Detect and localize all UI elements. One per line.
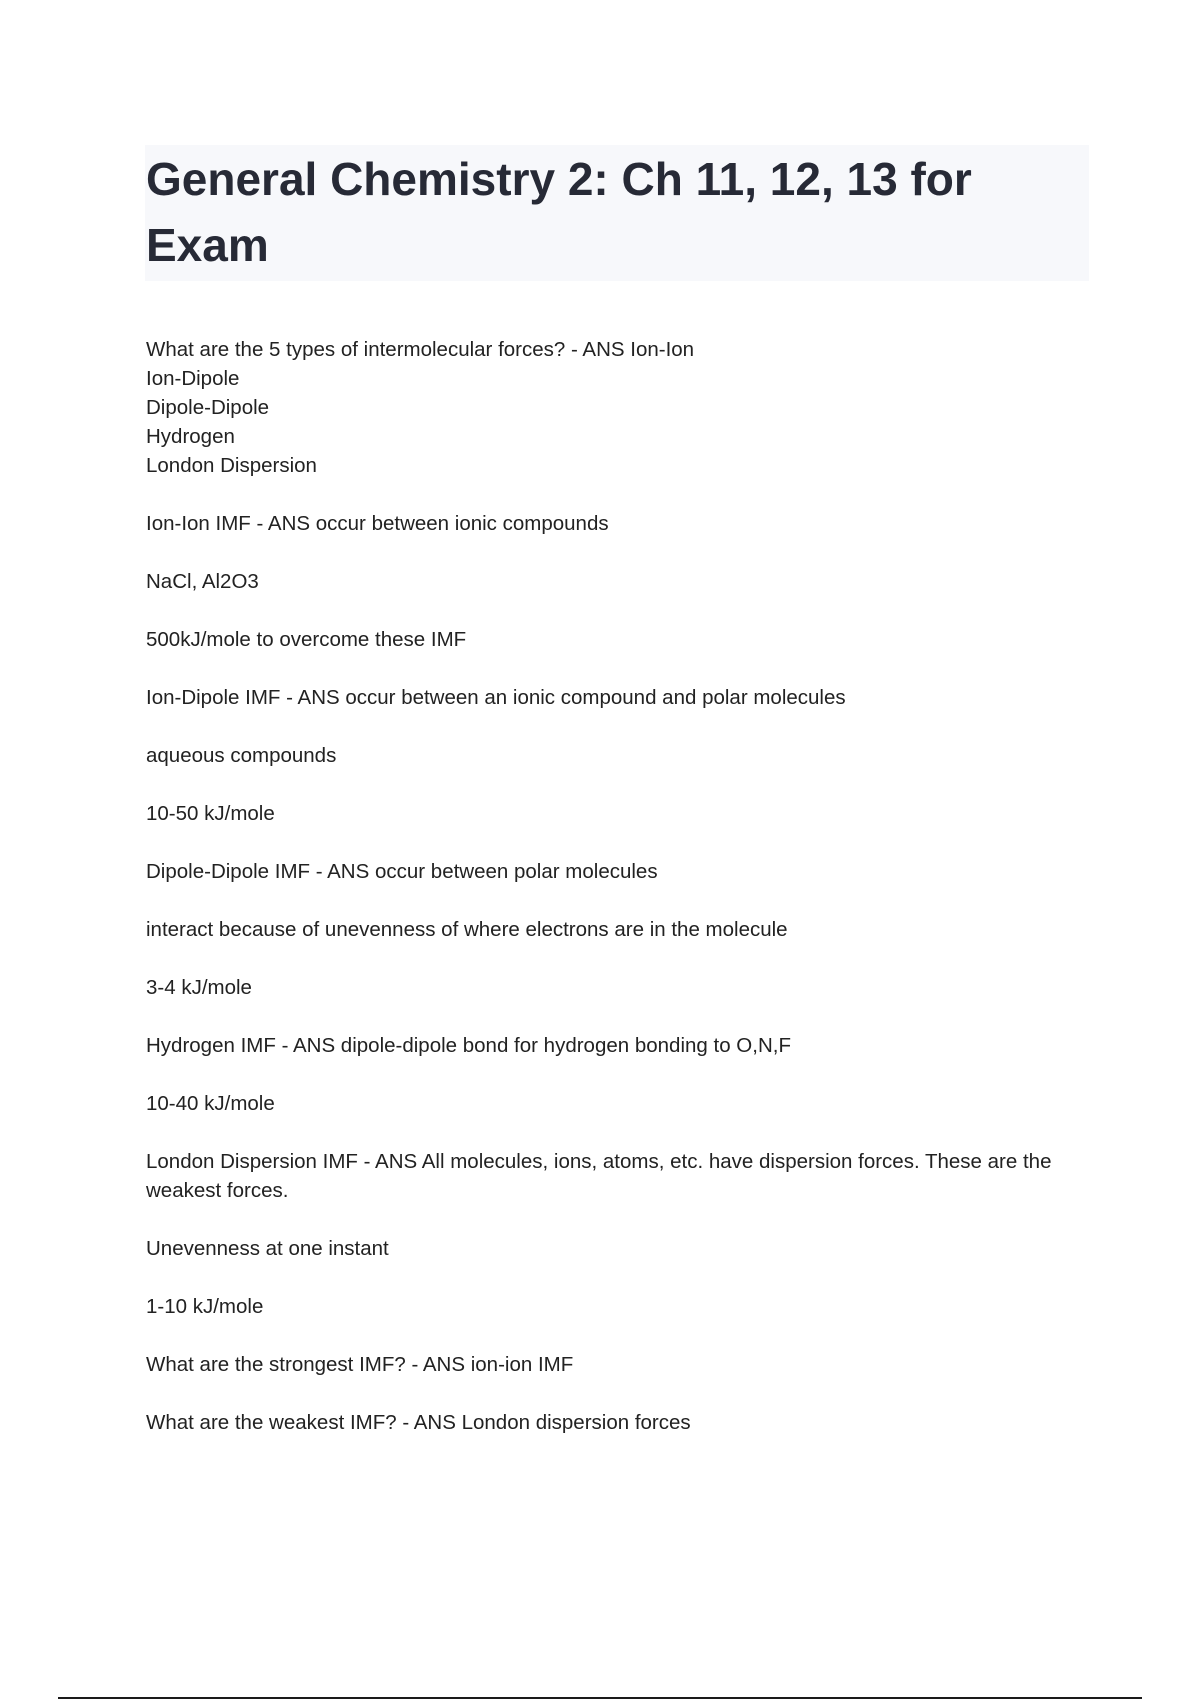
paragraph-spacer	[146, 480, 1086, 509]
paragraph: London Dispersion IMF - ANS All molecules, ions, atoms, etc. have dispersion forces. These are the weakest forces.	[146, 1150, 1052, 1202]
paragraph: aqueous compounds	[146, 744, 337, 767]
document-body	[146, 335, 1086, 1437]
paragraph: NaCl, Al2O3	[146, 570, 259, 593]
paragraph: Unevenness at one instant	[146, 1237, 389, 1260]
paragraph-spacer	[146, 1379, 1086, 1408]
paragraph-spacer	[146, 828, 1086, 857]
title-banner	[145, 145, 1089, 281]
paragraph-spacer	[146, 1205, 1086, 1234]
paragraph-spacer	[146, 1263, 1086, 1292]
paragraph-spacer	[146, 712, 1086, 741]
paragraph-spacer	[146, 886, 1086, 915]
paragraph-spacer	[146, 596, 1086, 625]
paragraph-spacer	[146, 1002, 1086, 1031]
paragraph-spacer	[146, 944, 1086, 973]
paragraph: interact because of unevenness of where electrons are in the molecule	[146, 918, 788, 941]
paragraph: Ion-Ion IMF - ANS occur between ionic compounds	[146, 512, 609, 535]
paragraph: 10-40 kJ/mole	[146, 1092, 275, 1115]
paragraph: 3-4 kJ/mole	[146, 976, 252, 999]
paragraph: What are the strongest IMF? - ANS ion-ion IMF	[146, 1353, 574, 1376]
paragraph-spacer	[146, 770, 1086, 799]
paragraph: 10-50 kJ/mole	[146, 802, 275, 825]
paragraph: What are the weakest IMF? - ANS London dispersion forces	[146, 1411, 691, 1434]
paragraph-spacer	[146, 538, 1086, 567]
paragraph-spacer	[146, 1060, 1086, 1089]
paragraph: 500kJ/mole to overcome these IMF	[146, 628, 467, 651]
paragraph-spacer	[146, 1321, 1086, 1350]
paragraph: Ion-Dipole IMF - ANS occur between an ionic compound and polar molecules	[146, 686, 846, 709]
page-title: General Chemistry 2: Ch 11, 12, 13 for Exam	[146, 153, 972, 271]
paragraph-spacer	[146, 654, 1086, 683]
paragraph-spacer	[146, 1118, 1086, 1147]
paragraph: 1-10 kJ/mole	[146, 1295, 264, 1318]
footer-divider	[58, 1697, 1142, 1699]
paragraph: What are the 5 types of intermolecular forces? - ANS Ion-Ion Ion-Dipole Dipole-Dipole Hydrogen London Dispersion	[146, 338, 695, 477]
paragraph: Dipole-Dipole IMF - ANS occur between polar molecules	[146, 860, 658, 883]
paragraph: Hydrogen IMF - ANS dipole-dipole bond for hydrogen bonding to O,N,F	[146, 1034, 791, 1057]
